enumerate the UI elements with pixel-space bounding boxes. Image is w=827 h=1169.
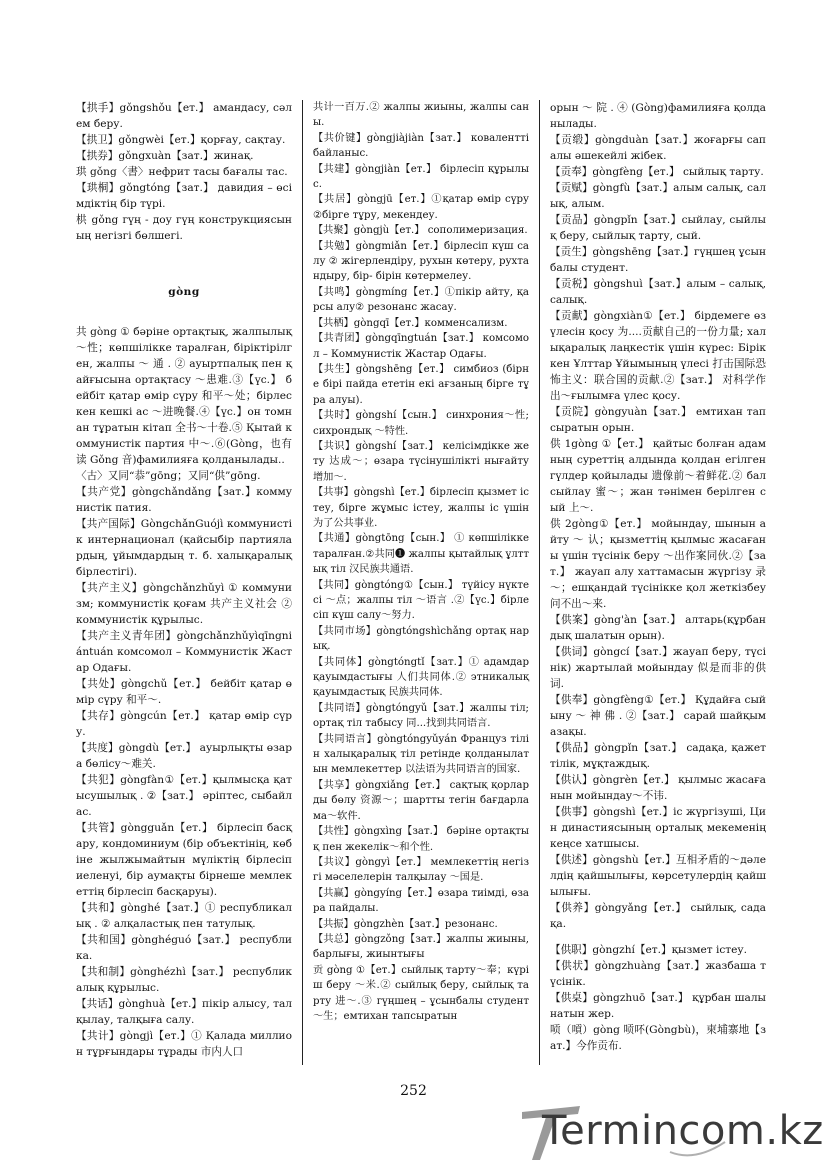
dictionary-entry: 【共同语言】gòngtóngyǔyán Француз тілін халықаралық тіл ретінде қолданылатын мемлекеттер 以法语为共同语言的国家.	[313, 733, 529, 776]
dictionary-entry: 【供事】gòngshì【ет.】іс жүргізуші, Цин династиясының орталық мекеменің кеңсе хатшысы.	[550, 806, 766, 850]
dictionary-entry: 【共产党】gòngchǎndǎng【зат.】коммунистік патия.	[76, 486, 292, 514]
dictionary-entry: 【共事】gòngshì【ет.】бірлесіп қызмет істеу, бірге жұмыс істеу, жалпы іс үшін 为了公共事业.	[313, 487, 529, 529]
dictionary-entry: 【共振】gòngzhèn【зат.】резонанс.	[313, 918, 498, 930]
dictionary-entry: 【供状】gòngzhuàng【зат.】жазбаша түсінік.	[550, 960, 766, 988]
logo-text: Termincom.kz	[542, 1108, 824, 1154]
dictionary-entry: 【共度】gòngdù【ет.】 ауырлықты өзара бөлісу～难关.	[76, 742, 292, 770]
dictionary-entry: 【共赢】gòngyíng【ет.】өзара тиімді, өзара пайдалы.	[313, 887, 529, 915]
dictionary-entry: 【供述】gòngshù【ет.】互相矛盾的～дәлелдің қайшылығы, көрсетулердің қайшылығы.	[550, 854, 766, 898]
dictionary-entry: 【共产主义】gòngchǎnzhǔyì ① коммунизм; коммунистік қоғам 共产主义社会 ② коммунистік құрылыс.	[76, 582, 292, 626]
dictionary-entry: 【共聚】gòngjù【ет.】 сополимеризация.	[313, 225, 528, 237]
dictionary-entry: 【拱券】gǒngxuàn【зат.】жинақ.	[76, 150, 254, 162]
dictionary-entry: 【贡生】gòngshēng【зат.】гүңшең ұсынбалы студент.	[550, 246, 766, 274]
dictionary-entry: 【共时】gòngshí【сын.】 синхрония～性; сихрондық ～特性.	[313, 410, 529, 437]
dictionary-entry: 贡 gòng ①【ет.】сыйлық тарту～奉；күріш беру ～米.② сыйлық беру, сыйлық тарту 进～.③ гүңшең – ұсынбалы студент ～生；емтихан тапсыратын	[313, 964, 529, 1022]
dictionary-entry: 共 gòng ① бәріне ортақтық, жалпылық～性；көпшілікке таралған, біріктірілген, жалпы ～ 通 . ② ауыртпалық пен қайғысына ортақтасу ～患难.③【үс.】 бейбіт қатар өмір сүру 和平～处；бірлескен кешкі ас ～进晚餐.④【үс.】он томнан тұратын кітап 全书～十卷.⑤ Қытай коммунистік партия 中～.⑥(Gòng，也有读 Gǒng 音)фамилияға қолданылады..	[76, 326, 292, 466]
dictionary-entry: 【共建】gòngjiàn【ет.】 бірлесіп құрылыс.	[313, 163, 529, 191]
dictionary-entry: 【共识】gòngshí【зат.】 келісімдікке жету 达成～；өзара түсінушілікті нығайту 增加～.	[313, 440, 529, 483]
dictionary-entry: 【共同市场】gòngtóngshìchǎng ортақ нарық.	[313, 625, 529, 653]
dictionary-entry: 【共享】gòngxiǎng【ет.】 сақтық қорларды бөлу 资源～；шартты тегін бағдарлама～软件.	[313, 779, 529, 822]
dictionary-entry: 【贡奉】gòngfèng【ет.】 сыйлық тарту.	[550, 166, 764, 178]
dictionary-entry: 共计一百万.② жалпы жиыны, жалпы саны.	[313, 102, 529, 129]
dictionary-entry: 【共同语】gòngtóngyǔ【зат.】жалпы тіл; ортақ тіл табысу 同...找到共同语言.	[313, 702, 529, 730]
dictionary-entry: 【拱手】gǒngshǒu【ет.】 амандасу, сәлем беру.	[76, 102, 292, 130]
dictionary-entry: 【共鸣】gòngmíng【ет.】①пікір айту, қарсы алу② резонанс жасау.	[313, 286, 529, 314]
column-left	[76, 100, 292, 1060]
dictionary-entry: 【贡院】gòngyuàn【зат.】 емтихан тапсыратын орын.	[550, 406, 766, 434]
dictionary-entry: 【共话】gònghuà【ет.】пікір алысу, талқылау, талқыға салу.	[76, 998, 292, 1026]
column-right	[550, 100, 766, 1054]
page-number: 252	[400, 1083, 427, 1099]
dictionary-entry: 【共处】gòngchǔ【ет.】 бейбіт қатар өмір сүру 和平～.	[76, 678, 292, 706]
dictionary-entry: 【共勉】gòngmiǎn【ет.】бірлесіп күш салу ② жігерлендіру, рухын көтеру, рухтандыру, бір- бірін көтермелеу.	[313, 240, 529, 283]
dictionary-entry: 唝（嗊）gòng 唝吥(Gòngbù)，柬埔寨地【зат.】今作贡布.	[550, 1024, 766, 1052]
dictionary-entry: 【共同体】gòngtóngtǐ【зат.】① адамдар қауымдастығы 人们共同体.② этникалық қауымдастық 民族共同体.	[313, 656, 529, 699]
dictionary-entry: 【贡税】gòngshuì【зат.】алым – салық, салық.	[550, 278, 766, 306]
dictionary-entry: 【共同】gòngtóng①【сын.】 түйісу нүктесі ～点；жалпы тіл ～语言 .②【үс.】бірлесіп күш салу～努力.	[313, 579, 529, 622]
dictionary-entry: 【共生】gòngshēng【ет.】 симбиоз (бірне бірі пайда ететін екі ағзаның бірге тұра алуы).	[313, 363, 529, 406]
dictionary-entry: 【贡赋】gòngfù【зат.】алым салық, салық, алым.	[550, 182, 766, 210]
dictionary-entry: 【共犯】gòngfàn①【ет.】қылмысқа қатысушылық . ②【зат.】 әріптес, сыбайлас.	[76, 774, 292, 818]
dictionary-entry: 【共存】gòngcún【ет.】 қатар өмір сүру.	[76, 710, 292, 738]
dictionary-entry: 【共青团】gòngqīngtuán【зат.】 комсомол – Коммунистік Жастар Одағы.	[313, 333, 529, 360]
dictionary-entry: 【共管】gòngguǎn【ет.】 бірлесіп басқару, кондоминиум (бір объектінің, көбіне жылжымайтын мүліктің бірлесіп иеленуі, бір аумақты бірнеше мемлекеттің бірлесіп басқаруы).	[76, 822, 292, 898]
dictionary-entry: 【共和国】gònghéguó【зат.】 республика.	[76, 934, 292, 962]
column-middle	[313, 100, 529, 1024]
dictionary-entry: 【共价键】gòngjiàjiàn【зат.】 коваленттi байланыс.	[313, 132, 529, 160]
dictionary-entry: 【共通】gòngtōng【сын.】 ① көпшілікке таралған.②共同❶ жалпы қытайлық ұлттық тіл 汉民族共通语.	[313, 533, 529, 576]
dictionary-entry: 珙 gǒng〈書〉нефрит тасы бағалы тас.	[76, 166, 288, 178]
dictionary-entry: 供 1gòng ①【ет.】 қайтыс болған адамның суреттің алдында қолдан егілген гүлдер қойылады 遗像前～着鲜花.② бал сыйлау 蜜～；жан тәнімен берілген сый 上～.	[550, 438, 766, 514]
dictionary-entry: 【珙桐】gǒngtóng【зат.】 давидия – өсімдіктің бір түрі.	[76, 182, 292, 210]
dictionary-entry: 【拱卫】gǒngwèi【ет.】қорғау, сақтау.	[76, 134, 286, 146]
dictionary-entry: 【共计】gòngjì【ет.】① Қалада миллион тұрғындары тұрады 市内人口	[76, 1030, 292, 1058]
section-heading: gòng	[168, 286, 200, 298]
dictionary-entry: 【共栖】gòngqī【ет.】комменсализм.	[313, 317, 508, 329]
dictionary-entry: 供 2gòng①【ет.】 мойындау, шынын айту ～ 认；қызметтің қылмыс жасағаны үшін түсінік беру ～出作案同伙.②【зат.】 жауап алу хаттамасын жүргізу 录～；ешқандай түсінікке қол жеткізбеу 问不出～来.	[550, 518, 766, 610]
dictionary-entry: 【共性】gòngxìng【зат.】 бәріне ортақтық пен жекелік～和个性.	[313, 826, 529, 853]
dictionary-entry: 【供案】gòng'àn【зат.】 алтарь(құрбандық шалатын орын).	[550, 614, 766, 642]
dictionary-entry: 【共和】gònghé【зат.】① республикалық . ② алқаластық пен татулық.	[76, 902, 292, 930]
dictionary-entry: 【贡献】gòngxiàn①【ет.】 бірдемеге өз үлесін қосу 为....贡献自己的一份力量; халықаралық лаңкестік үшін күрес: Біріккен Ұлттар Ұйымының үлесі 打击国际恐怖主义：联合国的贡献.②【зат.】 对科学作出～ғылымға үлес қосу.	[550, 310, 766, 402]
dictionary-entry: 【供词】gòngcí【зат.】жауап беру, түсінік) жартылай мойындау 似是而非的供词.	[550, 646, 766, 690]
dictionary-entry: 【供品】gòngpǐn【зат.】 садақа, қажеттілік, мұқтаждық.	[550, 742, 766, 770]
dictionary-entry: орын ～ 院 . ④ (Gòng)фамилияға қолданылады.	[550, 102, 766, 130]
dictionary-entry: 【共产主义青年团】gòngchǎnzhǔyìqīngniántuán комсомол – Коммунистік Жастар Одағы.	[76, 630, 292, 674]
dictionary-entry: 【共居】gòngjū【ет.】①қатар өмір сүру ②бірге тұру, мекендеу.	[313, 194, 529, 221]
dictionary-entry: 【共议】gòngyì【ет.】 мемлекеттің негізгі мәселелерін талқылау ～国是.	[313, 856, 529, 884]
dictionary-entry: 【供奉】gòngfèng①【ет.】 Құдайға сыйыну ～ 神 佛 . ②【зат.】 сарай шайқымазақы.	[550, 694, 766, 738]
dictionary-entry: 栱 gǒng гүң - доу гүң конструкциясының негізгі бөлшегі.	[76, 214, 292, 242]
dictionary-entry: 〈古〉又同“恭”gōng；又同“供”gōng.	[76, 470, 261, 482]
dictionary-entry: 【供养】gòngyǎng【ет.】 сыйлық, садақа.	[550, 902, 766, 930]
termincom-logo	[520, 1102, 824, 1162]
dictionary-entry: 【贡缎】gòngduàn【зат.】жоғарғы сапалы әшекейлі жібек.	[550, 134, 766, 162]
column-divider	[302, 100, 303, 1065]
dictionary-entry: 【供认】gòngrèn【ет.】 қылмыс жасағанын мойындау～不讳.	[550, 774, 766, 802]
dictionary-entry: 【供桌】gòngzhuō【зат.】 құрбан шалынатын жер.	[550, 992, 766, 1020]
dictionary-entry: 【共和制】gònghézhì【зат.】 республикалық құрылыс.	[76, 966, 292, 994]
dictionary-entry: 【共总】gòngzǒng【зат.】жалпы жиыны, барлығы, жиынтығы	[313, 933, 529, 961]
dictionary-entry: 【共产国际】GòngchǎnGuójì коммунистік интернационал (қайсыбір партиялардың, ұйымдардың т. б. халықаралық бірлестігі).	[76, 518, 292, 578]
dictionary-entry: 【供职】gòngzhí【ет.】қызмет істеу.	[550, 944, 748, 956]
dictionary-entry: 【贡品】gòngpǐn【зат.】сыйлау, сыйлық беру, сыйлық тарту, сый.	[550, 214, 766, 242]
column-divider	[539, 100, 540, 1065]
